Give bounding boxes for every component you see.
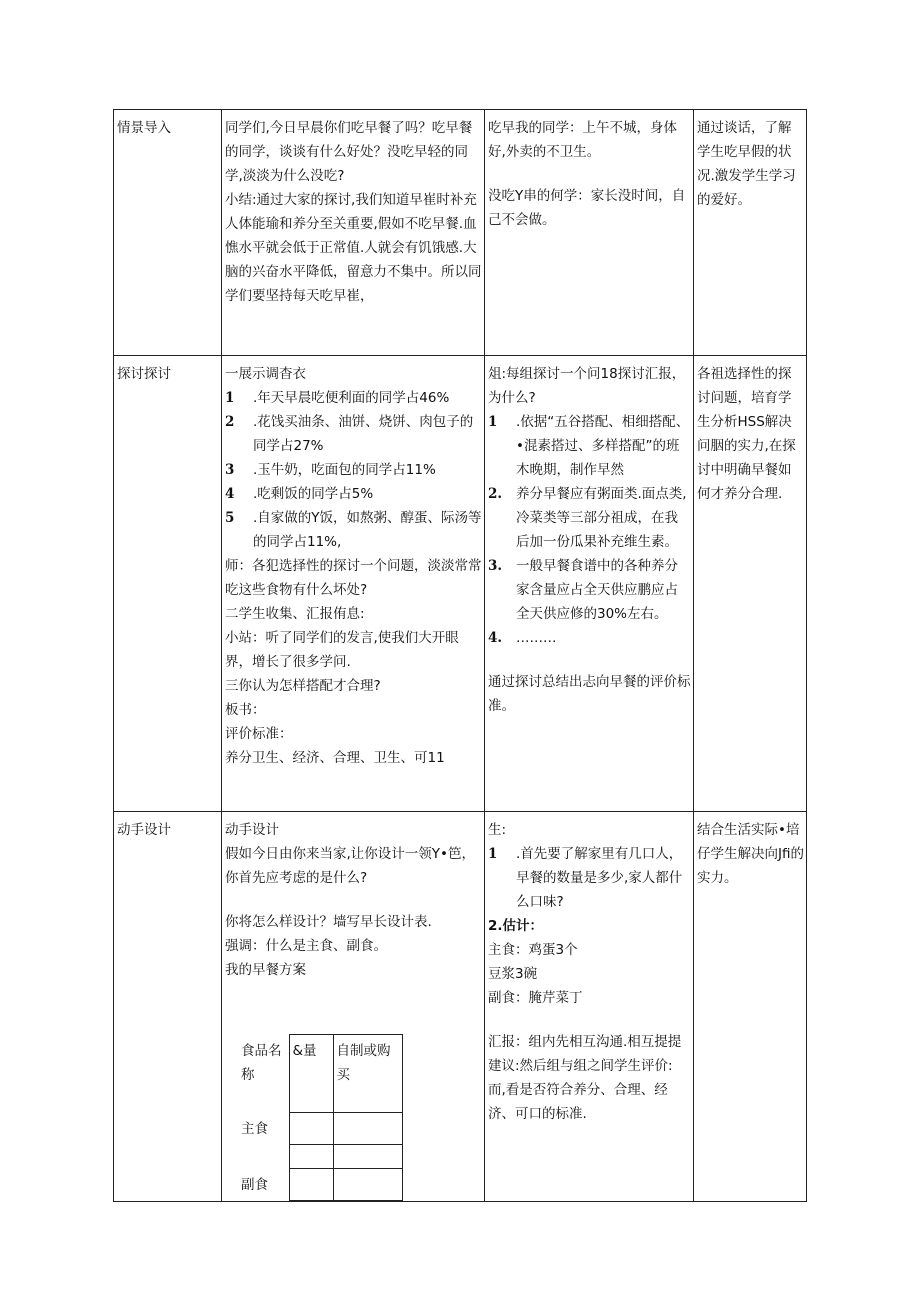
list-item: 1 .依据“五谷搭配、相细搭配、•混素搭过、多样搭配”的班木晚期，制作早然 <box>488 414 690 478</box>
list-item: 1 .首先要了解家里有几口人，早餐的数量是多少,家人都什么口味? <box>488 846 683 910</box>
list-item: 4 .吃剩饭的同学占5% <box>225 486 374 502</box>
paragraph: 通过探讨总结出忐向早餐的评价标准。 <box>488 674 691 714</box>
student-cell <box>485 356 694 812</box>
table-row <box>114 356 807 812</box>
paragraph: 吃早我的同学：上午不城，身体好,外卖的不卫生。 <box>488 120 677 160</box>
row-label <box>227 1145 289 1169</box>
paragraph: 板书： <box>225 702 266 718</box>
paragraph: 没吃Y串的何学：家长没时间，自己不会做。 <box>488 188 686 228</box>
stage-label: 探讨探讨 <box>117 366 171 382</box>
header-cell: 食品名称 <box>227 1035 289 1113</box>
paragraph: 通过谈话，了解学生吃早假的状况.激发学生学习的爱好。 <box>697 120 796 208</box>
paragraph: 小站：听了同学们的发言,使我们大开眼界，增长了很多学问. <box>225 630 459 670</box>
plan-cell[interactable] <box>333 1113 402 1145</box>
paragraph: 结合生活实际•培仔学生解决向Jfi的实力。 <box>697 822 804 886</box>
paragraph: 动手设计 <box>225 822 279 838</box>
table-row <box>227 1145 402 1169</box>
paragraph: 三你认为怎样搭配才合理? <box>225 678 381 694</box>
paragraph: 各祖选择性的探讨问题，培育学生分析HSS解决问胭的实力,在探讨中明确早餐如何才养分合理. <box>697 366 796 502</box>
paragraph: 同学们,今日早晨你们吃早餐了吗？吃早餐的同学，谈谈有什么好处？没吃早轻的同学,淡淡为什么没吃? <box>225 120 473 184</box>
paragraph: 评价标准： <box>225 726 293 742</box>
paragraph: 主食：鸡蛋3个 <box>488 942 578 958</box>
student-cell <box>485 110 694 356</box>
table-row <box>114 110 807 356</box>
header-cell: 自制或购买 <box>333 1035 402 1113</box>
intent-cell <box>694 812 807 1202</box>
stage-label: 情景导入 <box>117 120 171 136</box>
paragraph: 二学生收集、汇报侑息: <box>225 606 365 622</box>
stage-cell <box>114 110 222 356</box>
paragraph: 俎:每组探讨一个问18探讨汇报，为什么? <box>488 366 686 406</box>
breakfast-plan-table <box>227 1034 403 1201</box>
paragraph: 我的早餐方案 <box>225 962 306 978</box>
table-row <box>227 1035 402 1113</box>
teacher-cell <box>222 812 485 1202</box>
teacher-cell <box>222 356 485 812</box>
intent-cell <box>694 110 807 356</box>
list-item: 5 .自家做的Y饭，如熬粥、醇蛋、际汤等的同学占11%, <box>225 510 482 550</box>
stage-label: 动手设计 <box>117 822 171 838</box>
plan-cell[interactable] <box>289 1113 333 1145</box>
header-cell: &量 <box>289 1035 333 1113</box>
lesson-plan-table <box>113 109 807 1202</box>
list-item: 1 .年天早晨吃便利面的同学占46% <box>225 390 450 406</box>
list-item: 4. ……… <box>488 630 557 646</box>
paragraph: 养分卫生、经济、合理、卫生、可11 <box>225 750 445 766</box>
plan-cell[interactable] <box>289 1169 333 1201</box>
list-item: 3. 一般早餐食谱中的各种养分家含量应占全天供应鹏应占全天供应修的30%左右。 <box>488 558 678 622</box>
table-row <box>114 812 807 1202</box>
plan-cell[interactable] <box>333 1145 402 1169</box>
paragraph: 生: <box>488 822 507 838</box>
paragraph: 汇报：组内先相互沟通.相互提提建议:然后组与组之间学生评价: 而,看是否符合养分、合理、经济、可口的标准. <box>488 1034 682 1122</box>
paragraph: 副食：腌芹菜丁 <box>488 990 583 1006</box>
paragraph: 小结:通过大家的探讨,我们知道早崔时补充人体能瑜和养分至关重要,假如不吃早餐.血憔水平就会低于正常值.人就会有饥饿感.大脑的兴奋水平降低，留意力不集中。所以同学们要坚持每天吃早崔， <box>225 192 482 304</box>
student-cell <box>485 812 694 1202</box>
teacher-cell <box>222 110 485 356</box>
paragraph: 强调：什么是主食、副食。 <box>225 938 387 954</box>
paragraph: 一展示调杳衣 <box>225 366 306 382</box>
paragraph: 师：各犯选择性的探讨一个问题，淡淡常常吃这些食物有什么坏处? <box>225 558 482 598</box>
intent-cell <box>694 356 807 812</box>
stage-cell <box>114 812 222 1202</box>
paragraph: 2.估计： <box>488 918 544 934</box>
paragraph: 你将怎么样设计？墙写早长设计表. <box>225 914 432 930</box>
paragraph: 豆浆3碗 <box>488 966 538 982</box>
plan-cell[interactable] <box>289 1145 333 1169</box>
stage-cell <box>114 356 222 812</box>
list-item: 2. 养分早餐应有粥面类.面点类,冷菜类等三部分祖成，在我后加一份瓜果补充维生素。 <box>488 486 687 550</box>
list-item: 2 .花饯买油条、油饼、烧饼、肉包子的同学占27% <box>225 414 474 454</box>
table-row <box>227 1113 402 1145</box>
paragraph: 假如今日由你来当家,让你设计一领Y•笆，你首先应考虑的是什么? <box>225 846 475 886</box>
row-label: 副食 <box>227 1169 289 1201</box>
row-label: 主食 <box>227 1113 289 1145</box>
table-row <box>227 1169 402 1201</box>
list-item: 3 .玉牛奶，吃面包的同学占11% <box>225 462 436 478</box>
plan-cell[interactable] <box>333 1169 402 1201</box>
